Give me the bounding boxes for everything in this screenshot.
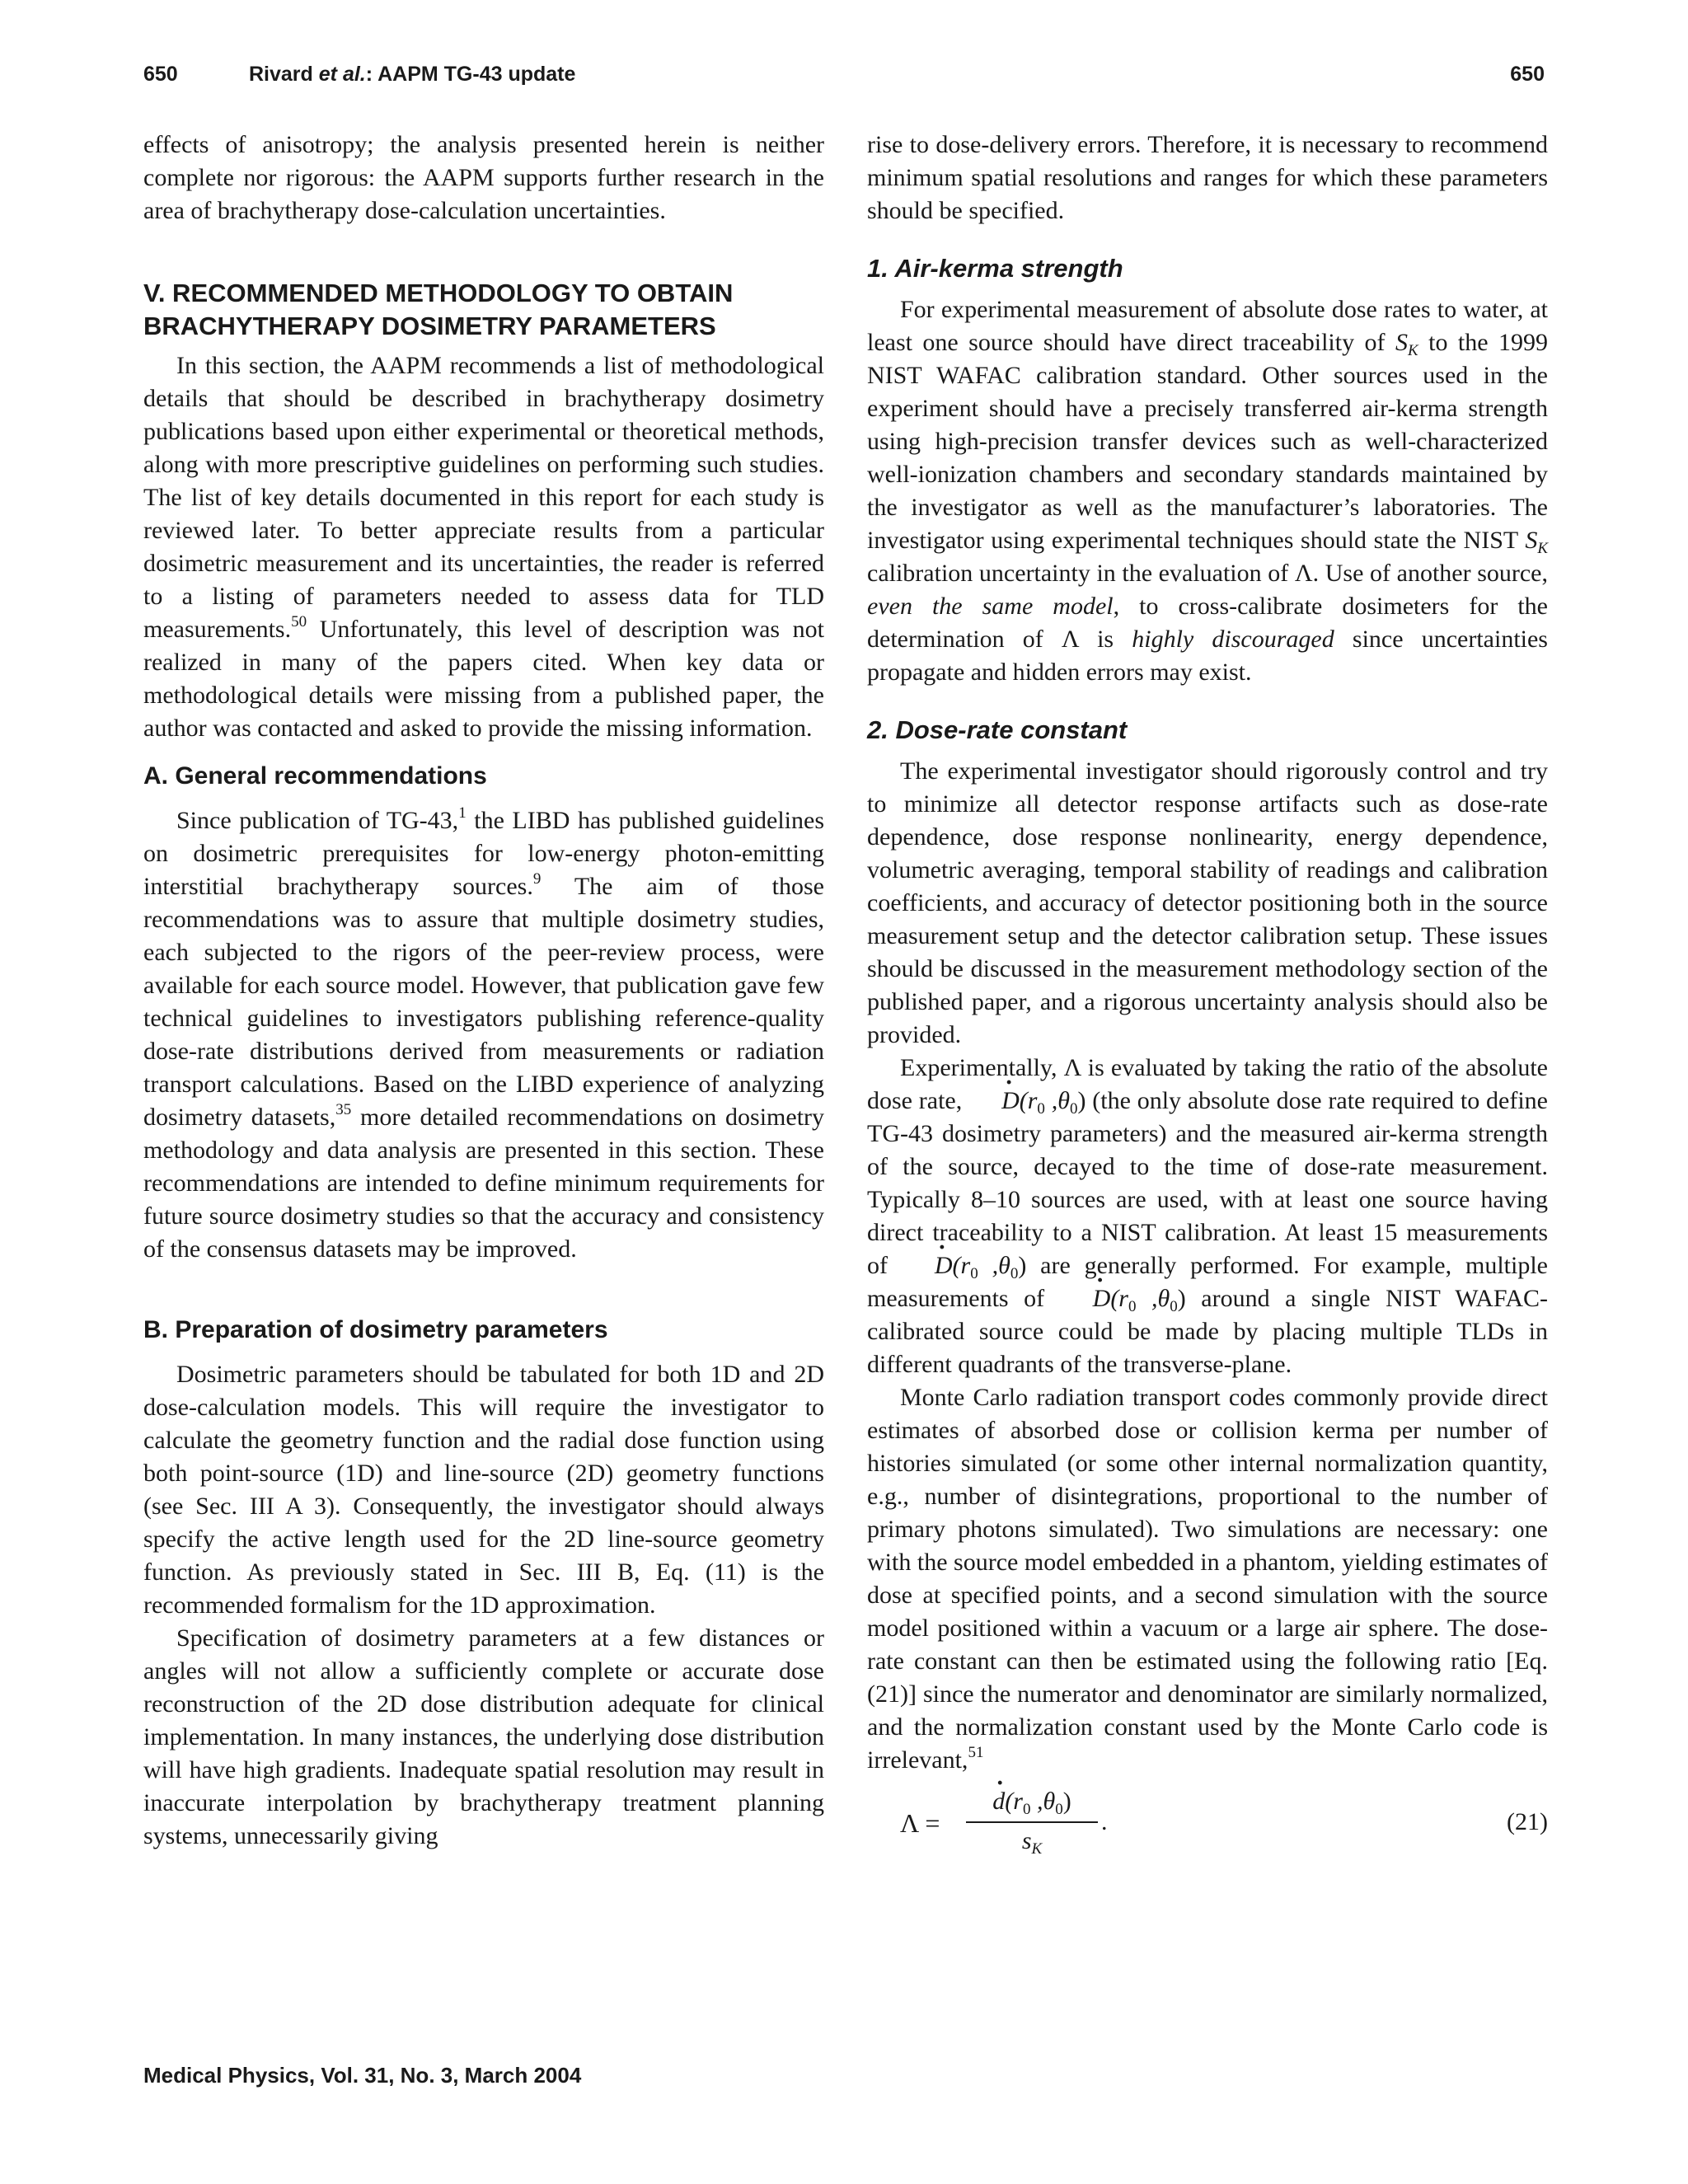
paragraph-general-recommendations: Since publication of TG-43,$^1$ the LIBD has published guidelines on dosimetric prerequisites for low-energy photon-emitting interstitial brachytherapy sources.$^9$ The aim of those recommendations was to assure that multiple dosimetry studies, each subjected to the rigors of the peer-review process, were available for each source model. However, that publication gave few technical guidelines to investigators publishing reference-quality dose-rate distributions derived from measurements or radiation transport calculations. Based on the LIBD experience of analyzing dosimetry datasets,$^{35}$ more detailed recommendations on dosimetry methodology and data analysis are presented in this section. These recommendations are intended to define minimum requirements for future source dosimetry studies so that the accuracy and consistency of the consensus datasets may be improved.	[143, 804, 825, 1263]
subsection-heading-b: B. Preparation of dosimetry parameters	[143, 1316, 608, 1343]
equation-fraction	[966, 1785, 1098, 1856]
running-title: Rivard et al.: AAPM TG-43 update	[249, 63, 576, 86]
section-heading: V. RECOMMENDED METHODOLOGY TO OBTAIN BRACHYTHERAPY DOSIMETRY PARAMETERS	[143, 279, 734, 340]
paragraph-preparation-1: Dosimetric parameters should be tabulated for both 1D and 2D dose-calculation models. This will require the investigator to calculate the geometry function and the radial dose function using both point-source (1D) and line-source (2D) geometry functions (see Sec. III A 3). Consequently, the investigator should always specify the active length used for the 2D line-source geometry function. As previously stated in Sec. III B, Eq. (11) is the recommended formalism for the 1D approximation.	[143, 1361, 824, 1619]
equation-denominator: $s_K$	[1021, 1827, 1043, 1858]
paragraph-continuation: rise to dose-delivery errors. Therefore, it is necessary to recommend minimum spatial resolutions and ranges for which these parameters should be specified.	[867, 131, 1548, 224]
paragraph-section-intro: In this section, the AAPM recommends a list of methodological details that should be described in brachytherapy dosimetry publications based upon either experimental or theoretical methods, along with more prescriptive guidelines on performing such studies. The list of key details documented in this report for each study is reviewed later. To better appreciate results from a particular dosimetric measurement and its uncertainties, the reader is referred to a listing of parameters needed to assess data for TLD measurements.$^{50}$ Unfortunately, this level of description was not realized in many of the papers cited. When key data or methodological details were missing from a published paper, the author was contacted and asked to provide the missing information.	[143, 352, 824, 742]
paragraph-preparation-2: Specification of dosimetry parameters at a few distances or angles will not allow a sufficiently complete or accurate dose reconstruction of the 2D dose distribution adequate for clinical implementation. In many instances, the underlying dose distribution will have high gradients. Inadequate spatial resolution may result in inaccurate interpolation by brachytherapy treatment planning systems, unnecessarily giving	[143, 1624, 824, 1849]
paragraph-dose-rate-2: Experimentally, Λ is evaluated by taking the ratio of the absolute dose rate, · $D(r_0$ $,\theta_0$) (the only absolute dose rate required to define TG-43 dosimetry parameters) and the measured air-kerma strength of the source, decayed to the time of dose-rate measurement. Typically 8–10 sources are used, with at least one source having direct traceability to a NIST calibration. At least 15 measurements of · $D(r_0$ $,\theta_0$) are generally performed. For example, multiple measurements of · $D(r_0$ $,\theta_0$) around a single NIST WAFAC-calibrated source could be made by placing multiple TLDs in different quadrants of the transverse-plane.	[867, 1052, 1548, 1381]
page-number-left: 650	[143, 63, 178, 86]
left-column	[143, 129, 824, 1853]
paragraph-intro: effects of anisotropy; the analysis presented herein is neither complete nor rigorous: the AAPM supports further research in the area of brachytherapy dose-calculation uncertainties.	[143, 131, 824, 224]
equation-21	[867, 1785, 1548, 1876]
equation-lhs: Λ =	[900, 1808, 940, 1838]
right-column	[867, 129, 1548, 1876]
subsubsection-heading-1: 1. Air-kerma strength	[867, 254, 1123, 283]
equation-period: .	[1101, 1808, 1108, 1835]
running-header	[143, 63, 1545, 96]
subsubsection-heading-2: 2. Dose-rate constant	[867, 715, 1128, 744]
fraction-bar	[966, 1821, 1098, 1823]
page-number-right: 650	[1510, 63, 1545, 86]
subsection-heading-a: A. General recommendations	[143, 762, 487, 790]
equation-number: (21)	[1507, 1808, 1548, 1835]
paragraph-dose-rate-1: The experimental investigator should rigorously control and try to minimize all detector response artifacts such as dose-rate dependence, dose response nonlinearity, energy dependence, volumetric averaging, temporal stability of readings and calibration coefficients, and accuracy of detector positioning both in the source measurement setup and the detector calibration setup. These issues should be discussed in the measurement methodology section of the published paper, and a rigorous uncertainty analysis should also be provided.	[867, 757, 1548, 1048]
journal-footer: Medical Physics, Vol. 31, No. 3, March 2004	[143, 2063, 582, 2088]
paragraph-monte-carlo: Monte Carlo radiation transport codes commonly provide direct estimates of absorbed dose or collision kerma per number of histories simulated (or some other internal normalization quantity, e.g., number of disintegrations, proportional to the number of primary photons simulated). Two simulations are necessary: one with the source model embedded in a phantom, yielding estimates of dose at specified points, and a second simulation with the source model positioned within a vacuum or a large air sphere. The dose-rate constant can then be estimated using the following ratio [Eq. (21)] since the numerator and denominator are similarly normalized, and the normalization constant used by the Monte Carlo code is irrelevant,$^{51}$	[867, 1384, 1548, 1774]
equation-numerator: · $d(r_0$ $,\theta_0$)	[966, 1785, 1098, 1818]
paragraph-air-kerma: For experimental measurement of absolute dose rates to water, at least one source should have direct traceability of $S_K$ to the 1999 NIST WAFAC calibration standard. Other sources used in the experiment should have a precisely transferred air-kerma strength using high-precision transfer devices such as well-characterized well-ionization chambers and secondary standards maintained by the investigator as well as the manufacturer’s laboratories. The investigator using experimental techniques should state the NIST $S_K$ calibration uncertainty in the evaluation of Λ. Use of another source, even the same model, to cross-calibrate dosimeters for the determination of Λ is highly discouraged since uncertainties propagate and hidden errors may exist.	[867, 296, 1549, 686]
